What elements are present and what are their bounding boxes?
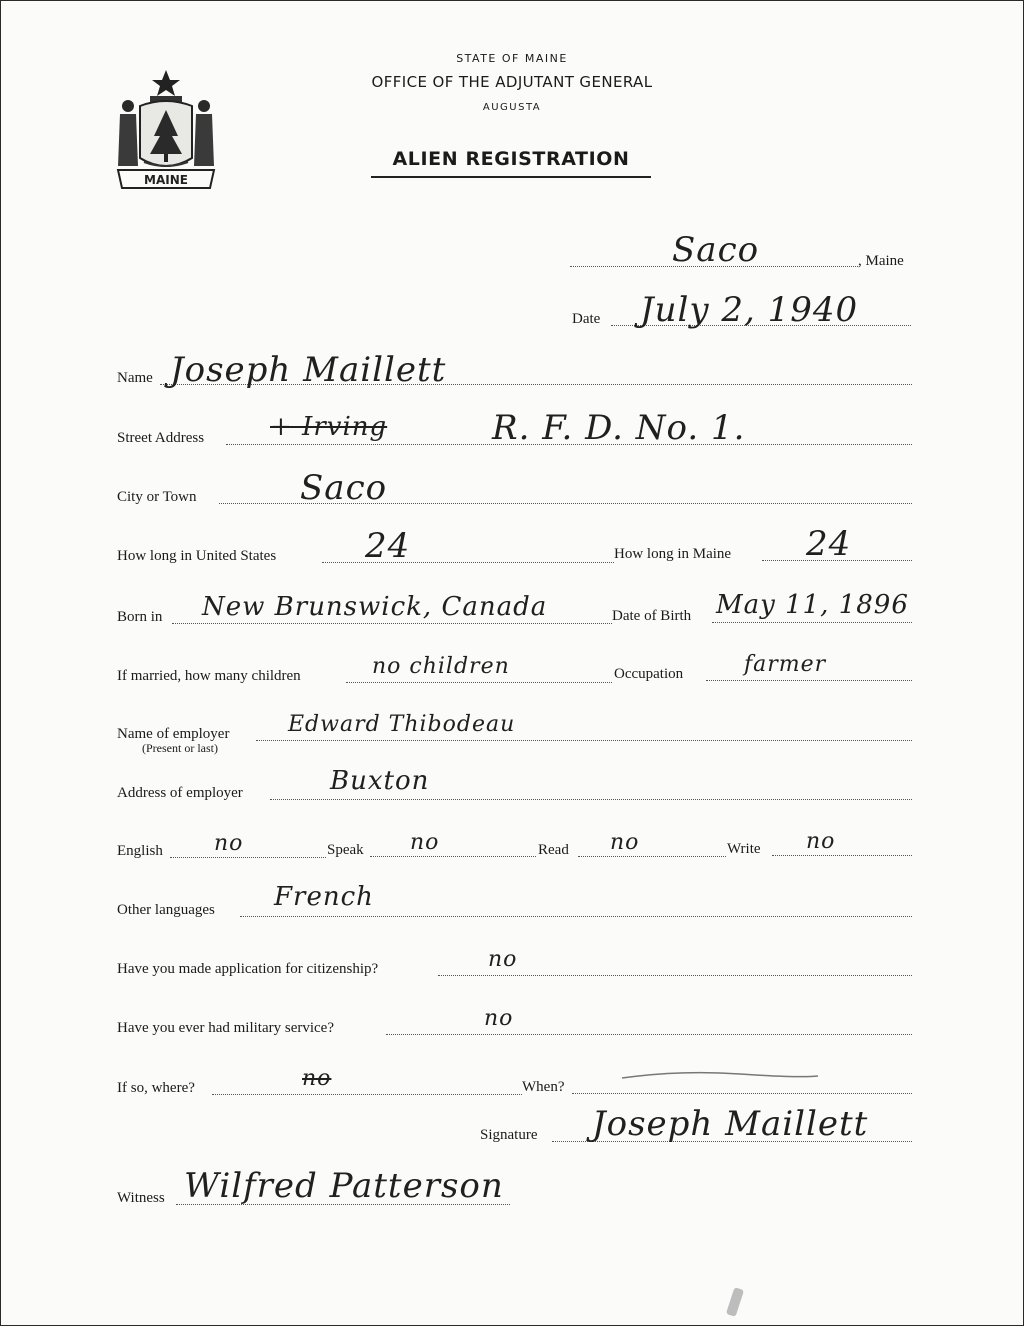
date-value: July 2, 1940 <box>640 290 859 330</box>
citizenship-value: no <box>488 947 518 972</box>
where-label: If so, where? <box>117 1080 195 1096</box>
employer-address-line <box>270 799 912 800</box>
military-line <box>386 1034 912 1035</box>
other-languages-line <box>240 916 912 917</box>
speak-line <box>370 856 536 857</box>
read-value: no <box>610 830 640 855</box>
speak-value: no <box>410 830 440 855</box>
city-town-label: City or Town <box>117 489 197 505</box>
us-years-value: 24 <box>365 526 411 566</box>
when-label: When? <box>522 1079 565 1095</box>
us-years-label: How long in United States <box>117 548 277 564</box>
english-line <box>170 857 326 858</box>
svg-text:MAINE: MAINE <box>144 173 188 187</box>
witness-label: Witness <box>117 1190 165 1206</box>
where-line <box>212 1094 522 1095</box>
other-languages-value: French <box>274 882 374 912</box>
dob-value: May 11, 1896 <box>716 590 909 620</box>
children-label: If married, how many children <box>117 668 301 684</box>
write-label: Write <box>727 841 761 857</box>
other-languages-label: Other languages <box>117 902 215 918</box>
english-value: no <box>214 831 244 856</box>
maine-years-label: How long in Maine <box>614 546 732 562</box>
where-value: no <box>302 1066 332 1091</box>
street-label: Street Address <box>117 430 205 446</box>
name-label: Name <box>117 370 153 386</box>
place-suffix: , Maine <box>858 253 904 269</box>
english-label: English <box>117 843 163 859</box>
witness-value: Wilfred Patterson <box>184 1166 504 1206</box>
street-struck-value: + Irving <box>270 412 388 442</box>
write-line <box>772 855 912 856</box>
born-value: New Brunswick, Canada <box>202 592 548 622</box>
military-label: Have you ever had military service? <box>117 1020 334 1036</box>
dob-label: Date of Birth <box>612 608 692 624</box>
state-heading: STATE OF MAINE <box>456 52 568 65</box>
read-line <box>578 856 726 857</box>
speak-label: Speak <box>327 842 364 858</box>
place-value: Saco <box>672 230 760 270</box>
born-label: Born in <box>117 609 163 625</box>
occupation-value: farmer <box>744 652 827 677</box>
citizenship-label: Have you made application for citizenship? <box>117 961 379 977</box>
occupation-label: Occupation <box>614 666 684 682</box>
employer-line <box>256 740 912 741</box>
date-label: Date <box>572 311 601 327</box>
employer-label: Name of employer <box>117 726 230 742</box>
children-value: no children <box>372 654 510 679</box>
dob-line <box>712 622 912 623</box>
military-value: no <box>484 1006 514 1031</box>
form-title: ALIEN REGISTRATION <box>371 148 651 178</box>
city-town-value: Saco <box>300 468 388 508</box>
employer-address-value: Buxton <box>330 766 430 796</box>
maine-years-value: 24 <box>806 524 852 564</box>
employer-address-label: Address of employer <box>117 785 243 801</box>
employer-sublabel: (Present or last) <box>142 741 218 755</box>
city-heading: AUGUSTA <box>482 102 542 113</box>
street-value: R. F. D. No. 1. <box>492 408 746 448</box>
children-line <box>346 682 612 683</box>
read-label: Read <box>538 842 569 858</box>
write-value: no <box>806 829 836 854</box>
occupation-line <box>706 680 912 681</box>
employer-value: Edward Thibodeau <box>288 712 516 737</box>
when-dash-mark <box>620 1068 820 1084</box>
when-line <box>572 1093 912 1094</box>
citizenship-line <box>438 975 912 976</box>
name-value: Joseph Maillett <box>170 350 447 390</box>
born-line <box>172 623 612 624</box>
signature-label: Signature <box>480 1127 538 1143</box>
signature-value: Joseph Maillett <box>592 1104 869 1144</box>
office-heading: OFFICE OF THE ADJUTANT GENERAL <box>371 73 653 91</box>
